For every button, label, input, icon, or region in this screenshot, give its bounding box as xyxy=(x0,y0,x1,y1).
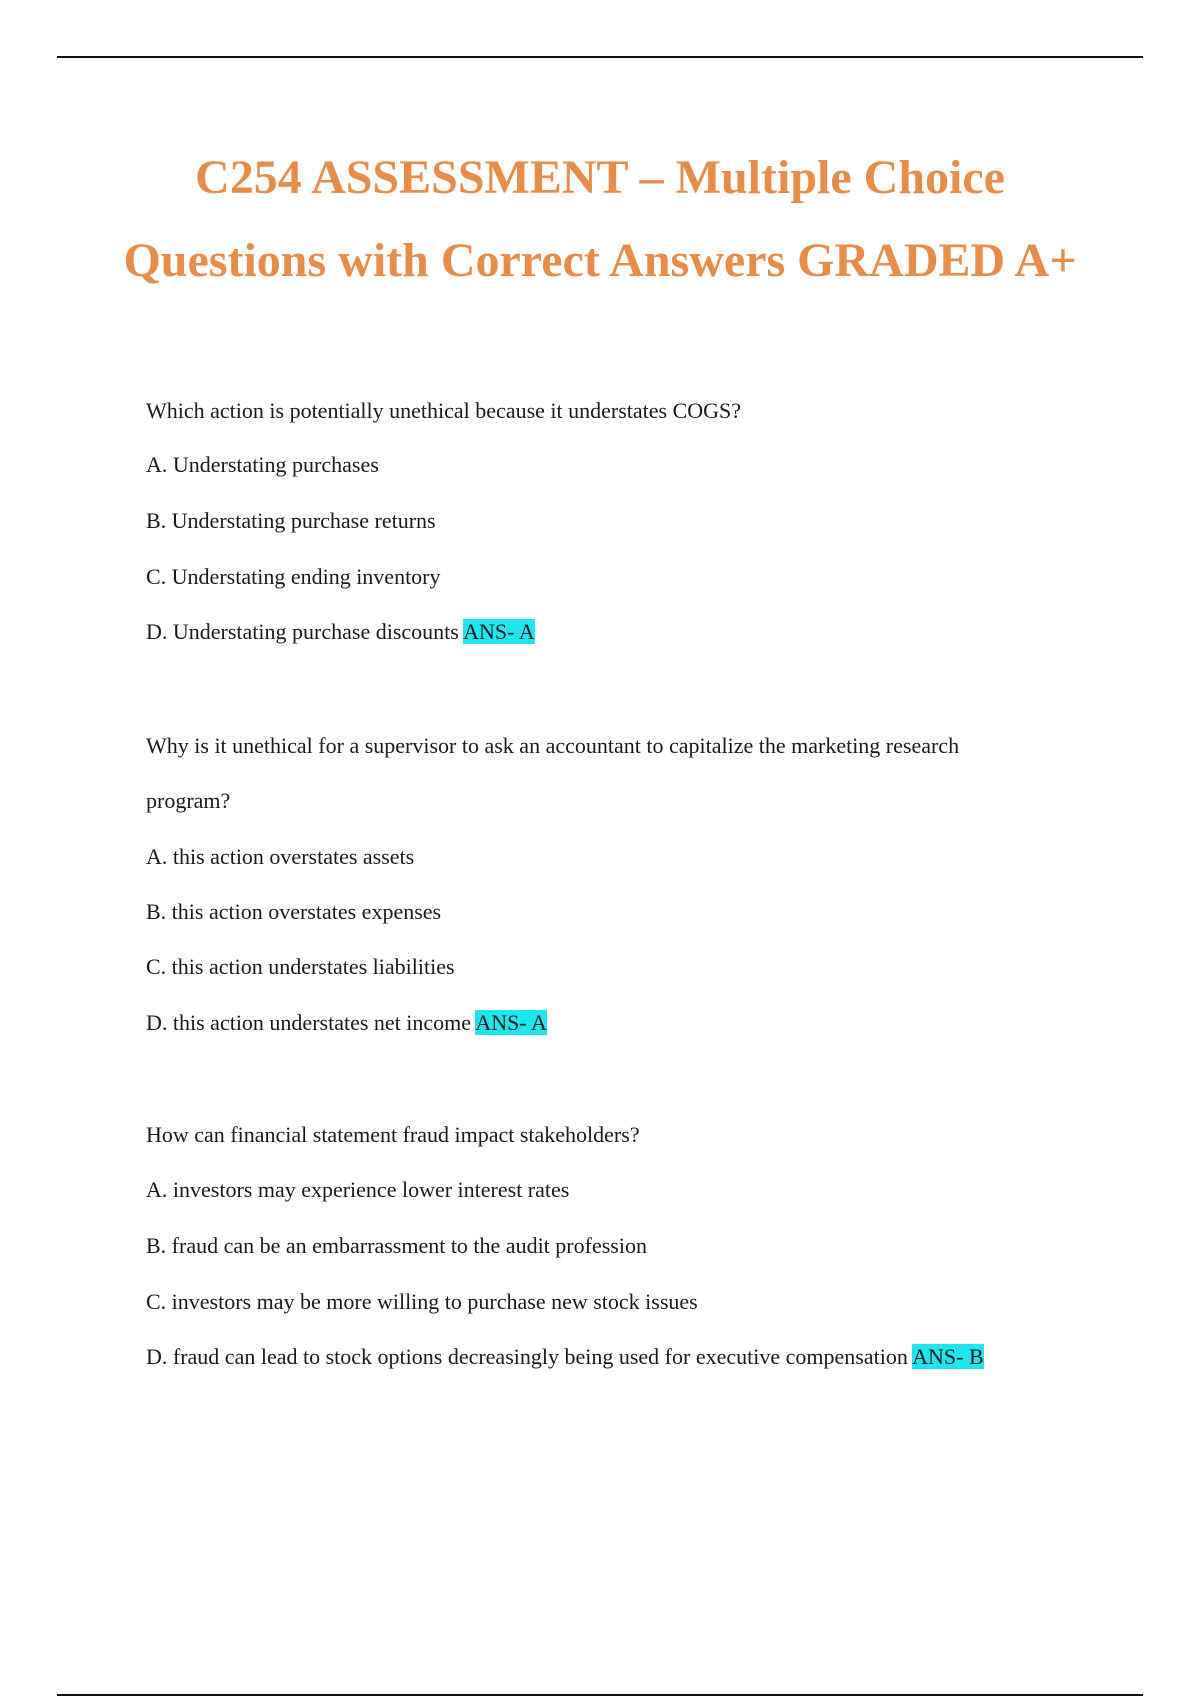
option-d: D. Understating purchase discounts xyxy=(146,619,459,644)
answer-badge: ANS- A xyxy=(463,619,535,644)
question-stem: How can financial statement fraud impact stakeholders? xyxy=(146,1122,640,1147)
option-d: D. fraud can lead to stock options decreasingly being used for executive compensation xyxy=(146,1344,908,1369)
option-d-row xyxy=(146,1010,547,1036)
question-stem-continued: program? xyxy=(146,788,231,813)
option-c: C. investors may be more willing to purchase new stock issues xyxy=(146,1289,698,1314)
option-d-row xyxy=(146,1344,984,1370)
option-a: A. investors may experience lower interest rates xyxy=(146,1177,570,1202)
option-c: C. this action understates liabilities xyxy=(146,954,455,979)
option-b: B. Understating purchase returns xyxy=(146,508,436,533)
option-b: B. fraud can be an embarrassment to the audit profession xyxy=(146,1233,647,1258)
question-stem: Which action is potentially unethical because it understates COGS? xyxy=(146,398,742,423)
question-stem: Why is it unethical for a supervisor to ask an accountant to capitalize the marketing research xyxy=(146,733,960,758)
option-a: A. Understating purchases xyxy=(146,452,379,477)
answer-badge: ANS- A xyxy=(475,1010,547,1035)
bottom-rule xyxy=(57,1694,1143,1696)
option-b: B. this action overstates expenses xyxy=(146,899,442,924)
option-c: C. Understating ending inventory xyxy=(146,564,441,589)
top-rule xyxy=(57,56,1143,58)
answer-badge: ANS- B xyxy=(912,1344,984,1369)
option-d: D. this action understates net income xyxy=(146,1010,472,1035)
document-title: C254 ASSESSMENT – Multiple Choice Questions with Correct Answers GRADED A+ xyxy=(123,151,1077,287)
option-d-row xyxy=(146,619,535,645)
option-a: A. this action overstates assets xyxy=(146,844,415,869)
